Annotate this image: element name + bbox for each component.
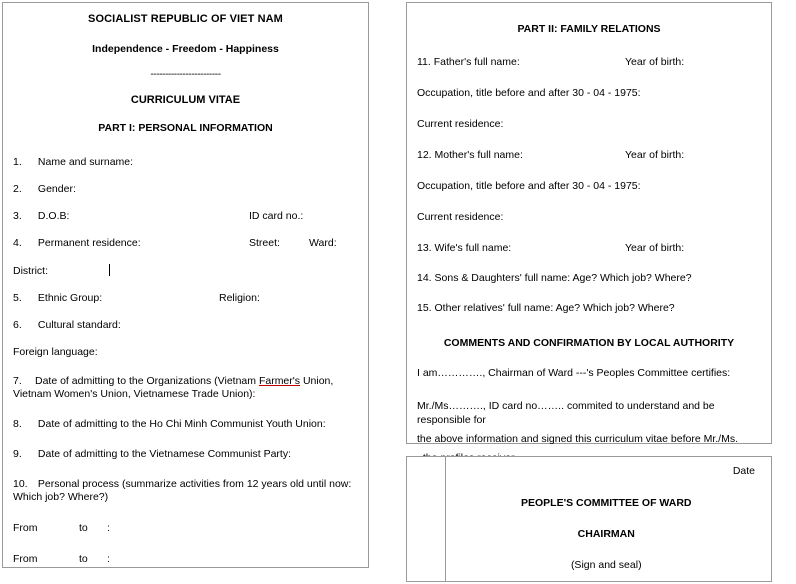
field-father-yob-label: Year of birth: <box>625 56 685 68</box>
item-label-8: Date of admitting to the Ho Chi Minh Communist Youth Union: <box>37 418 326 430</box>
field-father-name-label: 11. Father's full name: <box>417 56 520 68</box>
field-mother-occupation <box>417 179 761 193</box>
field-children <box>417 271 761 285</box>
comment-line-2 <box>417 399 761 427</box>
part-two-panel <box>406 2 772 444</box>
field-father-residence-label: Current residence: <box>417 118 504 130</box>
part-one-title: PART I: PERSONAL INFORMATION <box>98 122 273 134</box>
signature-left-cell <box>407 457 445 581</box>
item-number-5: 5. <box>13 292 22 304</box>
field-mother-name <box>417 148 761 162</box>
item-label-7-part-a: Date of admitting to the Organizations (Vietnam <box>35 375 259 387</box>
item-label-10: Personal process (summarize activities from 12 years old until now: Which job? Where?) <box>13 478 352 503</box>
signature-panel <box>406 456 772 582</box>
item-number-2: 2. <box>13 183 22 195</box>
item-label-district: District: <box>13 265 48 277</box>
field-other-relatives-label: 15. Other relatives' full name: Age? Which job? Where? <box>417 302 675 314</box>
item-number-10: 10. <box>13 478 28 490</box>
field-organizations <box>13 375 358 401</box>
field-wife-yob-label: Year of birth: <box>625 242 685 254</box>
field-mother-yob-label: Year of birth: <box>625 149 685 161</box>
item-number-1: 1. <box>13 156 22 168</box>
field-mother-residence-label: Current residence: <box>417 211 504 223</box>
field-father-name <box>417 55 761 69</box>
item-number-7: 7. <box>13 375 22 387</box>
item-number-3: 3. <box>13 210 22 222</box>
comment-line-3 <box>417 432 761 446</box>
text-cursor <box>109 264 110 276</box>
field-other-relatives <box>417 301 761 315</box>
field-father-occupation <box>417 86 761 100</box>
signature-committee-label: PEOPLE'S COMMITTEE OF WARD <box>520 497 692 509</box>
field-communist-party <box>13 448 358 461</box>
item-label-7-highlight: Farmer's <box>258 375 301 387</box>
header-country: SOCIALIST REPUBLIC OF VIET NAM <box>88 13 283 25</box>
field-youth-union <box>13 418 358 431</box>
comment-line-2-text: Mr./Ms………., ID card no…….. commited to understand and be responsible for <box>417 400 715 426</box>
field-ethnic-religion <box>13 292 358 305</box>
from-label-2: From <box>13 553 38 565</box>
field-dob-idcard <box>13 210 358 223</box>
field-permanent-residence <box>13 237 358 250</box>
signature-table <box>407 457 771 581</box>
field-father-residence <box>417 117 761 131</box>
item-label-9: Date of admitting to the Vietnamese Communist Party: <box>37 448 292 460</box>
to-label-2: to <box>79 553 88 565</box>
comment-line-1-text: I am…………., Chairman of Ward ---'s Peoples Committee certifies: <box>417 367 731 379</box>
item-label-foreign-language: Foreign language: <box>13 346 98 358</box>
header-motto: Independence - Freedom - Happiness <box>92 43 279 55</box>
field-name-surname <box>13 156 358 169</box>
item-label-3: D.O.B: <box>37 210 70 222</box>
field-wife-name <box>417 241 761 255</box>
part-two-title: PART II: FAMILY RELATIONS <box>517 23 661 35</box>
colon-2: : <box>107 553 110 565</box>
from-to-row-2 <box>13 553 358 566</box>
field-district[interactable] <box>13 264 358 278</box>
item-label-1: Name and surname: <box>37 156 134 168</box>
from-label-1: From <box>13 522 38 534</box>
header-divider: ------------------------ <box>150 69 221 80</box>
item-label-7-part-b: Union, Vietnam Women's Union, Vietnamese Trade Union): <box>13 375 334 400</box>
item-label-4: Permanent residence: <box>37 237 141 249</box>
signature-date-label: Date <box>732 465 755 477</box>
field-mother-name-label: 12. Mother's full name: <box>417 149 523 161</box>
field-children-label: 14. Sons & Daughters' full name: Age? Which job? Where? <box>417 272 692 284</box>
item-label-4-ward: Ward: <box>309 237 337 249</box>
comment-line-1 <box>417 366 761 380</box>
part-one-panel <box>2 2 369 568</box>
table-row <box>407 457 771 581</box>
colon-1: : <box>107 522 110 534</box>
field-mother-occupation-label: Occupation, title before and after 30 - 04 - 1975: <box>417 180 641 192</box>
field-gender <box>13 183 358 196</box>
comment-line-3-text: the above information and signed this curriculum vitae before Mr./Ms. <box>417 433 738 445</box>
field-cultural-standard <box>13 319 358 332</box>
item-label-5: Ethnic Group: <box>37 292 103 304</box>
to-label-1: to <box>79 522 88 534</box>
field-father-occupation-label: Occupation, title before and after 30 - 04 - 1975: <box>417 87 641 99</box>
item-label-5-religion: Religion: <box>219 292 260 304</box>
comments-title: COMMENTS AND CONFIRMATION BY LOCAL AUTHORITY <box>443 337 735 349</box>
field-personal-process <box>13 478 358 504</box>
document-title: CURRICULUM VITAE <box>130 94 241 106</box>
field-wife-name-label: 13. Wife's full name: <box>417 242 512 254</box>
field-foreign-language <box>13 346 358 359</box>
item-number-4: 4. <box>13 237 22 249</box>
from-to-row-1 <box>13 522 358 535</box>
item-number-9: 9. <box>13 448 22 460</box>
item-label-3-idcard: ID card no.: <box>249 210 304 222</box>
item-number-8: 8. <box>13 418 22 430</box>
item-label-6: Cultural standard: <box>37 319 121 331</box>
signature-chairman-label: CHAIRMAN <box>577 528 635 540</box>
field-mother-residence <box>417 210 761 224</box>
signature-seal-label: (Sign and seal) <box>570 559 642 571</box>
item-label-4-street: Street: <box>249 237 280 249</box>
item-number-6: 6. <box>13 319 22 331</box>
signature-right-cell <box>445 457 771 581</box>
item-label-2: Gender: <box>37 183 76 195</box>
